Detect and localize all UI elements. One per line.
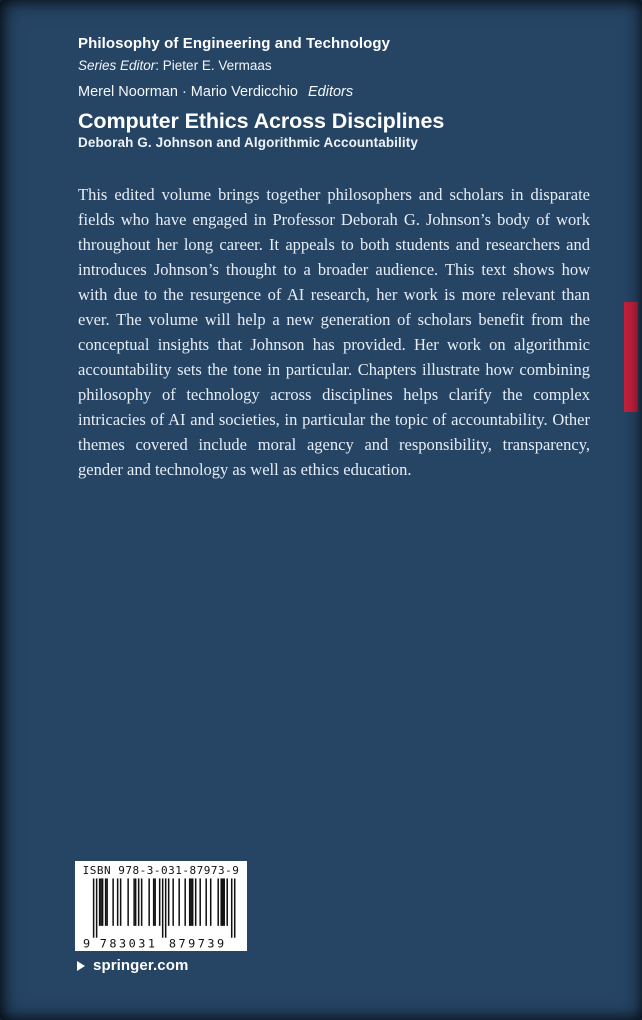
arrow-right-icon — [77, 961, 85, 971]
springer-url: springer.com — [93, 957, 189, 974]
spine-accent-tab — [624, 302, 638, 412]
series-editor-line — [78, 59, 582, 73]
cover-header — [78, 36, 582, 150]
back-cover-blurb: This edited volume brings together philosophers and scholars in disparate fields who have engaged in Professor Deborah G. Johnson’s body of work throughout her long career. It appeals to both students and researchers and introduces Johnson’s thought to a broader audience. This text shows how with due to the resurgence of AI research, her work is more relevant than ever. The volume will help a new generation of scholars benefit from the conceptual insights that Johnson has provided. Her work on algorithmic accountability sets the tone in particular. Chapters illustrate how combining philosophy of technology across disciplines helps clarify the complex intricacies of AI and societies, in particular the topic of accountability. Other themes covered include moral agency and responsibility, transparency, gender and technology as well as ethics education. — [78, 185, 590, 479]
svg-text:879739: 879739 — [168, 936, 225, 950]
book-title: Computer Ethics Across Disciplines — [78, 109, 445, 133]
svg-text:9: 9 — [82, 936, 91, 950]
isbn-label: ISBN 978-3-031-87973-9 — [82, 864, 240, 877]
ean13-barcode — [82, 878, 240, 950]
series-editor-label: Series Editor — [78, 58, 156, 73]
series-editor-name: : Pieter E. Vermaas — [155, 58, 272, 73]
editors-label: Editors — [308, 84, 354, 100]
editors-line — [78, 85, 582, 100]
series-title: Philosophy of Engineering and Technology — [78, 35, 391, 52]
editors-names: Merel Noorman · Mario Verdicchio — [78, 84, 298, 100]
book-subtitle: Deborah G. Johnson and Algorithmic Accountability — [78, 135, 418, 150]
springer-link — [77, 957, 188, 974]
isbn-barcode-box — [75, 861, 247, 951]
svg-text:783031: 783031 — [99, 936, 156, 950]
